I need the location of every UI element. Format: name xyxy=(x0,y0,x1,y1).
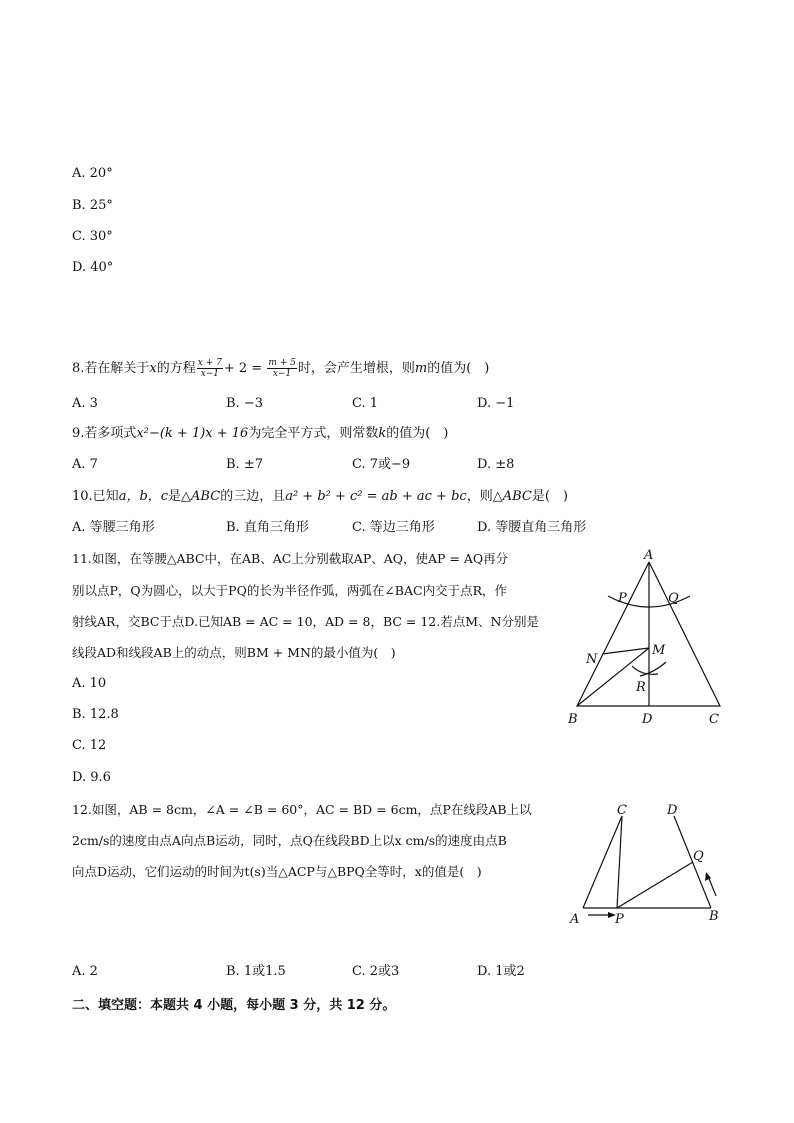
q8-option-a: A. 3 xyxy=(72,396,98,411)
q12-arrow-bq-shaft xyxy=(708,876,716,896)
q11-option-a: A. 10 xyxy=(72,676,107,691)
q12-figure xyxy=(564,798,734,928)
q12-label-d: D xyxy=(667,803,678,818)
q10-option-d: D. 等腰直角三角形 xyxy=(477,520,587,535)
q9-option-b: B. ±7 xyxy=(226,457,263,472)
q11-figure xyxy=(560,548,740,733)
q11-stem-line4: 线段AD和线段AB上的动点，则BM + MN的最小值为( ) xyxy=(72,645,396,660)
q12-line-cp xyxy=(617,816,622,908)
q12-line-ac xyxy=(583,816,622,908)
q11-option-d: D. 9.6 xyxy=(72,770,111,785)
q11-stem-line1: 11.如图，在等腰△ABC中，在AB、AC上分别截取AP、AQ，使AP = AQ再分 xyxy=(72,551,509,566)
q12-label-c: C xyxy=(617,803,627,818)
q11-label-b: B xyxy=(568,712,578,727)
q12-stem-line2: 2cm/s的速度由点A向点B运动，同时，点Q在线段BD上以x cm/s的速度由点B xyxy=(72,833,507,848)
q11-label-m: M xyxy=(652,643,666,658)
q11-label-a: A xyxy=(644,548,654,563)
q11-label-c: C xyxy=(709,712,719,727)
q12-line-pq xyxy=(617,862,693,908)
q12-option-d: D. 1或2 xyxy=(477,964,525,979)
q9-option-d: D. ±8 xyxy=(477,457,515,472)
q11-label-r: R xyxy=(636,680,646,695)
q9-option-c: C. 7或−9 xyxy=(352,457,411,472)
q11-label-n: N xyxy=(586,652,598,667)
q10-option-b: B. 直角三角形 xyxy=(226,520,309,535)
q11-stem-line2: 别以点P，Q为圆心，以大于PQ的长为半径作弧，两弧在∠BAC内交于点R，作 xyxy=(72,583,507,598)
q12-stem-line3: 向点D运动，它们运动的时间为t(s)当△ACP与△BPQ全等时，x的值是( ) xyxy=(72,864,482,879)
q10-option-a: A. 等腰三角形 xyxy=(72,520,155,535)
q8-option-b: B. −3 xyxy=(226,396,263,411)
q12-label-b: B xyxy=(709,909,719,924)
q7-option-b: B. 25° xyxy=(72,198,113,213)
q10-stem: 10.已知a，b，c是△ABC的三边，且a² + b² + c² = ab + ac + bc，则△ABC是( ) xyxy=(72,489,568,504)
q9-option-a: A. 7 xyxy=(72,457,98,472)
q8-stem: 8.若在解关于x的方程 $\frac{x + 7}{x-1}$ + 2 = $\frac{m + 5}{x-1}$ 时，会产生增根，则m的值为( ) xyxy=(72,358,490,379)
q7-option-a: A. 20° xyxy=(72,166,113,181)
q10-option-c: C. 等边三角形 xyxy=(352,520,435,535)
section-2-heading: 二、填空题：本题共 4 小题，每小题 3 分，共 12 分。 xyxy=(72,998,396,1013)
q12-option-b: B. 1或1.5 xyxy=(226,964,286,979)
q11-stem-line3: 射线AR，交BC于点D.已知AB = AC = 10，AD = 8，BC = 12.若点M、N分别是 xyxy=(72,614,539,629)
q12-label-q: Q xyxy=(693,849,704,864)
q11-label-q: Q xyxy=(668,591,679,606)
q7-option-d: D. 40° xyxy=(72,260,114,275)
q11-label-p: P xyxy=(618,591,627,606)
q12-option-c: C. 2或3 xyxy=(352,964,400,979)
q12-stem-line1: 12.如图，AB = 8cm，∠A = ∠B = 60°，AC = BD = 6cm，点P在线段AB上以 xyxy=(72,802,532,817)
q8-option-c: C. 1 xyxy=(352,396,379,411)
q11-label-d: D xyxy=(642,712,653,727)
q12-label-a: A xyxy=(570,912,580,927)
q12-label-p: P xyxy=(615,912,624,927)
q12-option-a: A. 2 xyxy=(72,964,98,979)
q9-stem: 9.若多项式x²−(k + 1)x + 16为完全平方式，则常数k的值为( ) xyxy=(72,426,449,441)
q11-option-b: B. 12.8 xyxy=(72,707,119,722)
q7-option-c: C. 30° xyxy=(72,229,113,244)
q8-option-d: D. −1 xyxy=(477,396,515,411)
q11-option-c: C. 12 xyxy=(72,738,107,753)
